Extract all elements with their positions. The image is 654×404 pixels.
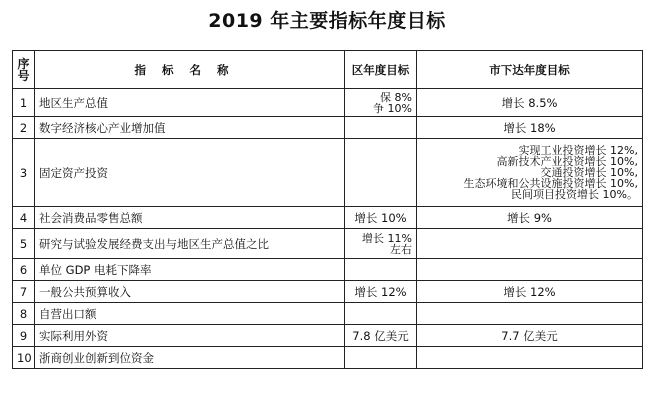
city-target [417, 259, 643, 281]
district-target [345, 229, 417, 259]
city-target-line: 高新技术产业投资增长 10%, [496, 155, 638, 168]
row-number: 6 [13, 259, 35, 281]
district-target [345, 325, 417, 347]
district-target-line: 增长 11% [362, 231, 412, 245]
city-target-line: 增长 18% [503, 120, 556, 135]
table-row [13, 139, 643, 207]
table-row [13, 347, 643, 369]
row-number: 2 [13, 117, 35, 139]
indicator-name: 研究与试验发展经费支出与地区生产总值之比 [35, 229, 345, 259]
district-target-line: 左右 [390, 242, 412, 256]
header-no [13, 51, 35, 89]
city-target [417, 89, 643, 117]
indicator-name: 社会消费品零售总额 [35, 207, 345, 229]
district-target-line: 争 10% [373, 101, 412, 115]
row-number: 4 [13, 207, 35, 229]
indicator-name: 实际利用外资 [35, 325, 345, 347]
district-target-line: 保 8% [380, 90, 412, 104]
district-target [345, 303, 417, 325]
header-no-line1: 序 [17, 56, 30, 71]
table-row [13, 325, 643, 347]
row-number: 1 [13, 89, 35, 117]
header-name: 指标名称 [35, 51, 345, 89]
city-target [417, 207, 643, 229]
indicator-name: 单位 GDP 电耗下降率 [35, 259, 345, 281]
table-row [13, 303, 643, 325]
city-target [417, 347, 643, 369]
district-target-line: 增长 12% [354, 284, 407, 299]
table-header-row [13, 51, 643, 89]
table-row [13, 229, 643, 259]
table-row [13, 259, 643, 281]
city-target-line: 增长 9% [507, 210, 552, 225]
city-target-line: 增长 8.5% [501, 95, 558, 110]
district-target [345, 139, 417, 207]
district-target [345, 281, 417, 303]
header-no-line2: 号 [17, 68, 30, 83]
district-target-line: 增长 10% [354, 210, 407, 225]
city-target [417, 303, 643, 325]
row-number: 3 [13, 139, 35, 207]
row-number: 8 [13, 303, 35, 325]
city-target-line: 增长 12% [503, 284, 556, 299]
city-target-line: 民间项目投资增长 10%。 [511, 188, 638, 201]
indicator-name: 固定资产投资 [35, 139, 345, 207]
table-row [13, 89, 643, 117]
city-target-line: 交通投资增长 10%, [540, 166, 638, 179]
indicator-name: 浙商创业创新到位资金 [35, 347, 345, 369]
district-target [345, 117, 417, 139]
table-body [13, 89, 643, 369]
indicator-name: 一般公共预算收入 [35, 281, 345, 303]
city-target-line: 实现工业投资增长 12%, [518, 144, 638, 157]
row-number: 7 [13, 281, 35, 303]
district-target [345, 207, 417, 229]
page-title: 2019 年主要指标年度目标 [208, 10, 446, 32]
district-target [345, 347, 417, 369]
row-number: 5 [13, 229, 35, 259]
city-target [417, 325, 643, 347]
city-target [417, 281, 643, 303]
city-target [417, 229, 643, 259]
district-target [345, 259, 417, 281]
district-target-line: 7.8 亿美元 [352, 328, 409, 343]
row-number: 10 [13, 347, 35, 369]
table-row [13, 207, 643, 229]
header-city: 市下达年度目标 [417, 51, 643, 89]
table-row [13, 281, 643, 303]
table-row [13, 117, 643, 139]
indicator-name: 地区生产总值 [35, 89, 345, 117]
city-target [417, 117, 643, 139]
row-number: 9 [13, 325, 35, 347]
city-target-line: 生态环境和公共设施投资增长 10%, [463, 177, 638, 190]
district-target [345, 89, 417, 117]
header-district: 区年度目标 [345, 51, 417, 89]
city-target-line: 7.7 亿美元 [501, 328, 558, 343]
indicator-name: 自营出口额 [35, 303, 345, 325]
city-target [417, 139, 643, 207]
indicator-name: 数字经济核心产业增加值 [35, 117, 345, 139]
targets-table [12, 50, 643, 369]
